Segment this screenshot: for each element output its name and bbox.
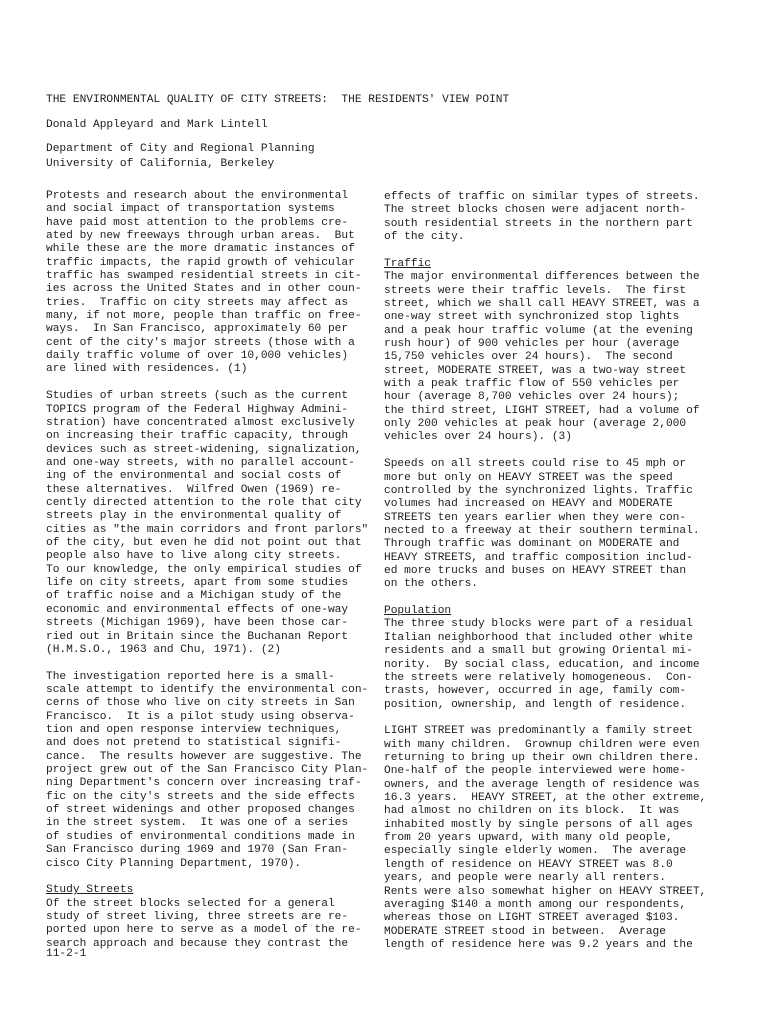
paragraph — [46, 190, 376, 377]
text-line: street, which we shall call HEAVY STREET, was a — [384, 297, 700, 310]
text-line: Speeds on all streets could rise to 45 mph or — [384, 458, 687, 471]
text-line: daily traffic volume of over 10,000 vehicles) — [46, 350, 349, 363]
affiliation-line: University of California, Berkeley — [46, 157, 275, 170]
text-line: of street widenings and other proposed changes — [46, 804, 355, 817]
text-line: economic and environmental effects of one-way — [46, 603, 349, 616]
text-line: residents and a small but growing Oriental mi- — [384, 645, 693, 658]
text-line: San Francisco during 1969 and 1970 (San Fran- — [46, 844, 349, 857]
text-line: nority. By social class, education, and income — [384, 658, 700, 671]
text-line: of the city. — [384, 231, 465, 244]
text-line: study of street living, three streets are re- — [46, 911, 349, 924]
text-line: position, ownership, and length of residence. — [384, 698, 687, 711]
text-line: owners, and the average length of residence was — [384, 778, 700, 791]
text-line: ported upon here to serve as a model of the re- — [46, 924, 362, 937]
text-line: ed more trucks and buses on HEAVY STREET than — [384, 564, 687, 577]
text-line: streets (Michigan 1969), have been those car- — [46, 617, 349, 630]
text-line: south residential streets in the northern part — [384, 217, 693, 230]
text-line: whereas those on LIGHT STREET averaged $103. — [384, 912, 680, 925]
paragraph — [384, 191, 714, 244]
text-line: from 20 years upward, with many old people, — [384, 832, 673, 845]
text-line: especially single elderly women. The average — [384, 845, 687, 858]
text-line: Protests and research about the environmental — [46, 190, 349, 202]
text-line: the third street, LIGHT STREET, had a volume of — [384, 404, 700, 417]
text-line: and social impact of transportation systems — [46, 203, 335, 216]
text-line: with a peak traffic flow of 550 vehicles per — [384, 377, 680, 390]
text-line: tion and open response interview techniques, — [46, 724, 342, 737]
text-line: inhabited mostly by single persons of all ages — [384, 818, 693, 831]
text-line: had almost no children on its block. It was — [384, 805, 680, 818]
text-line: hour (average 8,700 vehicles over 24 hours); — [384, 391, 680, 404]
text-line: cently directed attention to the role that city — [46, 497, 362, 510]
text-line: Studies of urban streets (such as the current — [46, 390, 349, 403]
text-line: and one-way streets, with no parallel account- — [46, 457, 355, 470]
text-line: Francisco. It is a pilot study using observa- — [46, 710, 355, 723]
text-line: have paid most attention to the problems cre- — [46, 216, 349, 229]
paragraph — [384, 725, 714, 952]
text-line: in the street system. It was one of a series — [46, 817, 349, 830]
text-line: one-way street with synchronized stop lights — [384, 311, 680, 324]
text-line: with many children. Grownup children were even — [384, 738, 700, 751]
text-line: LIGHT STREET was predominantly a family street — [384, 725, 693, 738]
text-line: STREETS ten years earlier when they were con- — [384, 511, 687, 524]
text-line: fic on the city's streets and the side effects — [46, 790, 355, 803]
text-line: The major environmental differences between the — [384, 271, 700, 284]
text-line: 15,750 vehicles over 24 hours). The second — [384, 351, 673, 364]
text-line: streets play in the environmental quality of — [46, 510, 342, 523]
text-line: people also have to live along city streets. — [46, 550, 342, 563]
text-line: 16.3 years. HEAVY STREET, at the other extreme, — [384, 792, 707, 805]
text-line: only 200 vehicles at peak hour (average 2,000 — [384, 418, 687, 430]
text-line: streets were their traffic levels. The first — [384, 284, 687, 297]
text-line: ways. In San Francisco, approximately 60 per — [46, 323, 349, 336]
text-line: ies across the United States and in other coun- — [46, 283, 362, 296]
paper-authors: Donald Appleyard and Mark Lintell — [46, 119, 268, 131]
text-line: Rents were also somewhat higher on HEAVY STREET, — [384, 885, 707, 898]
section-heading-population: Population — [384, 605, 452, 618]
text-line: averaging $140 a month among our respondents, — [384, 898, 687, 911]
text-line: cities as "the main corridors and front parlors" — [46, 523, 369, 536]
text-line: The street blocks chosen were adjacent north- — [384, 204, 687, 217]
text-line: ing of the environmental and social costs of — [46, 470, 342, 483]
text-line: The three study blocks were part of a residual — [384, 618, 693, 631]
text-line: scale attempt to identify the environmental con- — [46, 684, 369, 697]
section-heading-study-streets: Study Streets — [46, 884, 134, 897]
affiliation-line: Department of City and Regional Planning — [46, 143, 315, 155]
text-line: years, and people were nearly all renters. — [384, 872, 666, 885]
author-affiliation — [46, 142, 315, 171]
text-line: more but only on HEAVY STREET was the speed — [384, 471, 673, 484]
text-line: cisco City Planning Department, 1970). — [46, 857, 302, 870]
text-line: devices such as street-widening, signalization, — [46, 443, 362, 456]
text-line: (H.M.S.O., 1963 and Chu, 1971). (2) — [46, 643, 281, 656]
text-line: of studies of environmental conditions made in — [46, 830, 355, 843]
paragraph — [384, 618, 714, 711]
right-column — [384, 191, 714, 966]
text-line: traffic has swamped residential streets in cit- — [46, 270, 362, 283]
text-line: these alternatives. Wilfred Owen (1969) re- — [46, 483, 342, 496]
text-line: ried out in Britain since the Buchanan Report — [46, 630, 349, 643]
text-line: stration) have concentrated almost exclusively — [46, 417, 355, 429]
text-line: ated by new freeways through urban areas. But — [46, 230, 355, 243]
text-line: One-half of the people interviewed were home- — [384, 765, 687, 778]
text-line: the streets were relatively homogeneous. Con- — [384, 671, 693, 684]
text-line: nected to a freeway at their southern terminal. — [384, 524, 700, 537]
text-line: many, if not more, people than traffic on free- — [46, 310, 362, 323]
text-line: of traffic noise and a Michigan study of the — [46, 590, 342, 603]
text-line: while these are the more dramatic instances of — [46, 243, 355, 256]
paragraph — [46, 671, 376, 871]
text-line: vehicles over 24 hours). (3) — [384, 431, 572, 444]
text-line: on increasing their traffic capacity, through — [46, 430, 349, 443]
text-line: life on city streets, apart from some studies — [46, 577, 349, 590]
text-line: length of residence here was 9.2 years and the — [384, 938, 693, 951]
text-line: traffic impacts, the rapid growth of vehicular — [46, 256, 355, 269]
paragraph — [384, 458, 714, 591]
text-line: ning Department's concern over increasing traf- — [46, 777, 362, 790]
text-line: tries. Traffic on city streets may affect as — [46, 296, 349, 309]
paragraph — [46, 390, 376, 657]
page-number: 11-2-1 — [46, 948, 87, 960]
section-heading-traffic: Traffic — [384, 257, 431, 270]
text-line: HEAVY STREETS, and traffic composition includ- — [384, 551, 693, 564]
text-line: MODERATE STREET stood in between. Average — [384, 925, 666, 938]
text-line: street, MODERATE STREET, was a two-way street — [384, 364, 687, 377]
text-line: cerns of those who live on city streets in San — [46, 697, 355, 710]
paper-title: THE ENVIRONMENTAL QUALITY OF CITY STREETS: THE RESIDENTS' VIEW POINT — [46, 94, 510, 106]
text-line: search approach and because they contrast the — [46, 937, 349, 950]
text-line: The investigation reported here is a small- — [46, 670, 335, 683]
text-line: cent of the city's major streets (those with a — [46, 336, 355, 349]
text-line: cance. The results however are suggestive. The — [46, 750, 362, 763]
text-line: length of residence on HEAVY STREET was 8.0 — [384, 858, 673, 871]
text-line: are lined with residences. (1) — [46, 363, 248, 376]
text-line: effects of traffic on similar types of streets. — [384, 191, 700, 203]
text-line: rush hour) of 900 vehicles per hour (average — [384, 337, 680, 350]
text-line: volumes had increased on HEAVY and MODERATE — [384, 498, 673, 511]
text-line: of the city, but even he did not point out that — [46, 537, 362, 550]
text-line: project grew out of the San Francisco City Plan- — [46, 764, 369, 777]
text-line: controlled by the synchronized lights. Traffic — [384, 484, 693, 497]
text-line: trasts, however, occurred in age, family com- — [384, 685, 687, 698]
paragraph — [384, 271, 714, 444]
text-line: Of the street blocks selected for a general — [46, 897, 335, 910]
text-line: TOPICS program of the Federal Highway Admini- — [46, 403, 349, 416]
text-line: and a peak hour traffic volume (at the evening — [384, 324, 693, 337]
text-line: returning to bring up their own children there. — [384, 752, 700, 765]
text-line: Through traffic was dominant on MODERATE and — [384, 538, 680, 551]
paragraph — [46, 898, 376, 951]
text-line: Italian neighborhood that included other white — [384, 631, 693, 644]
text-line: on the others. — [384, 578, 478, 591]
text-line: and does not pretend to statistical signifi- — [46, 737, 342, 750]
text-line: To our knowledge, the only empirical studies of — [46, 563, 362, 576]
left-column — [46, 190, 376, 965]
